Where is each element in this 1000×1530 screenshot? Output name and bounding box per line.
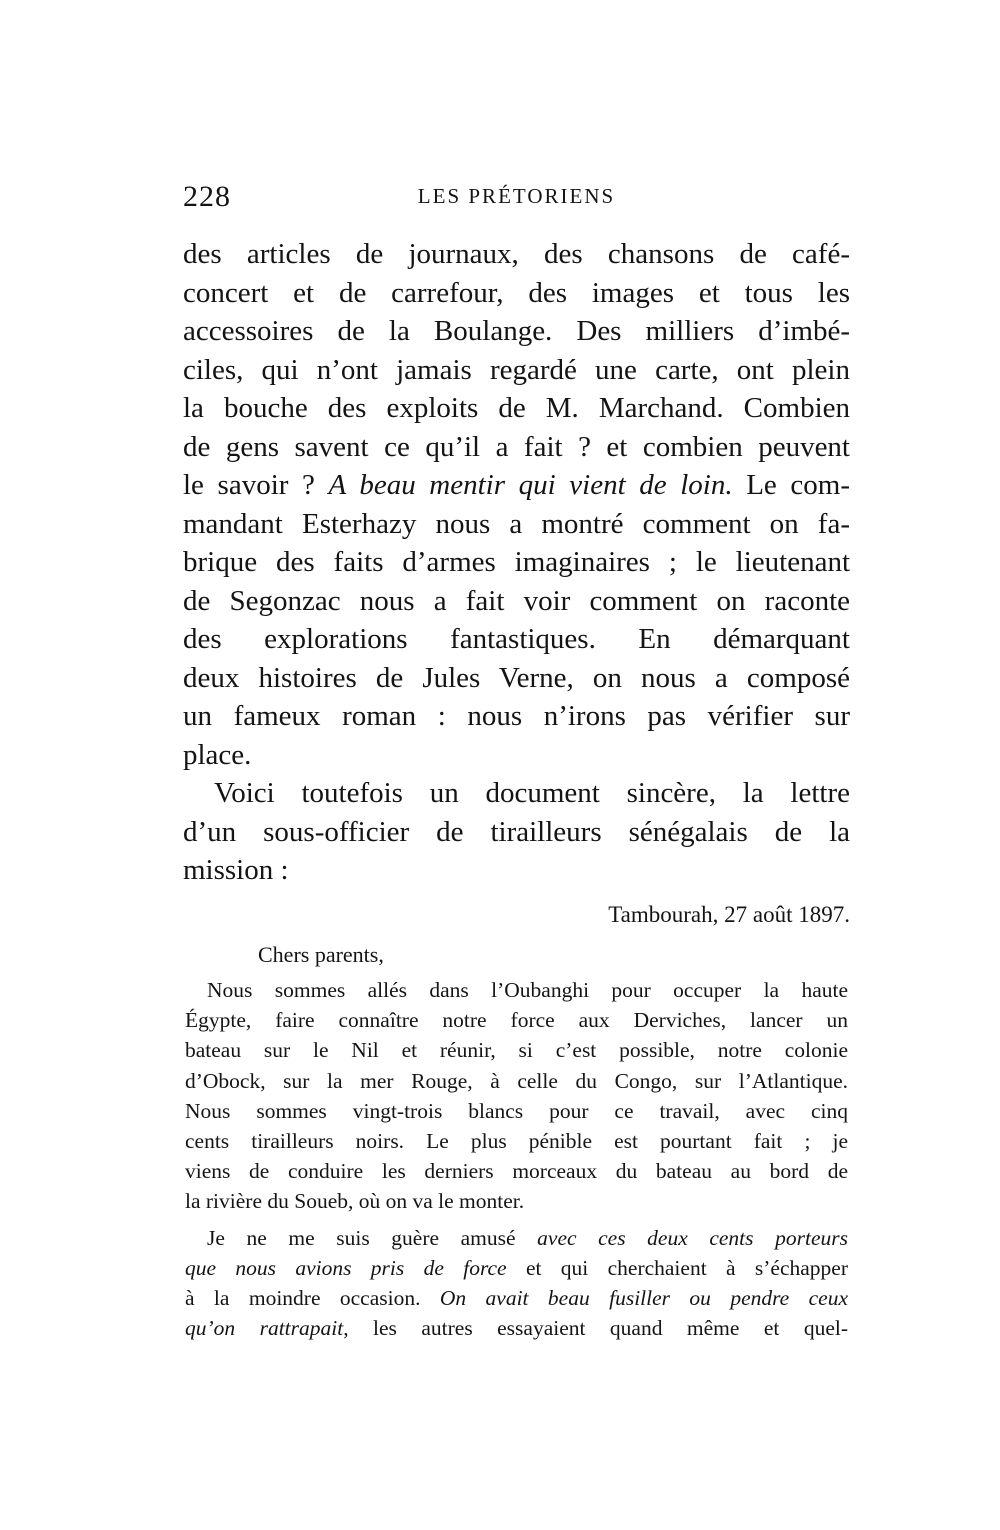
text-line: le savoir ? A beau mentir qui vient de loin. Le com- [183, 469, 851, 501]
letter-line: la rivière du Soueb, où on va le monter. [185, 1189, 525, 1214]
text-line: des articles de journaux, des chansons de café- [183, 238, 850, 270]
letter-body [185, 975, 848, 1343]
text-line: mandant Esterhazy nous a montré comment on fa- [183, 507, 850, 540]
italic-text: que nous avions pris de force [185, 1255, 507, 1280]
text-line: de Segonzac nous a fait voir comment on raconte [183, 584, 850, 617]
letter-line: à la moindre occasion. On avait beau fusiller ou pendre ceux [185, 1285, 848, 1310]
text-line: brique des faits d’armes imaginaires ; le lieutenant [183, 546, 850, 578]
text-line: deux histoires de Jules Verne, on nous a composé [183, 661, 850, 694]
letter-line: cents tirailleurs noirs. Le plus pénible est pourtant fait ; je [185, 1128, 848, 1153]
letter-line: Égypte, faire connaître notre force aux Derviches, lancer un [185, 1008, 848, 1033]
text-line: de gens savent ce qu’il a fait ? et combien peuvent [183, 430, 850, 463]
letter-line: Nous sommes vingt-trois blancs pour ce travail, avec cinq [185, 1098, 848, 1123]
text-line: la bouche des exploits de M. Marchand. Combien [183, 392, 850, 424]
letter-line: d’Obock, sur la mer Rouge, à celle du Congo, sur l’Atlantique. [185, 1068, 848, 1093]
text-line: mission : [183, 854, 289, 886]
text-line: accessoires de la Boulange. Des milliers d’imbé- [183, 315, 850, 347]
letter-line: qu’on rattrapait, les autres essayaient quand même et quel- [185, 1316, 848, 1341]
letter-dateline: Tambourah, 27 août 1897. [608, 902, 850, 927]
text-line: concert et de carrefour, des images et tous les [183, 276, 850, 309]
text-line: place. [183, 738, 252, 771]
text-line: Voici toutefois un document sincère, la lettre [214, 777, 850, 809]
italic-text: avec ces deux cents porteurs [537, 1225, 848, 1250]
italic-text: A beau mentir qui vient de loin. [328, 469, 733, 501]
italic-text: On avait beau fusiller ou pendre ceux [439, 1285, 848, 1310]
letter-salutation: Chers parents, [258, 942, 384, 967]
text-line: d’un sous-officier de tirailleurs sénégalais de la [183, 815, 850, 848]
letter-line: Je ne me suis guère amusé avec ces deux cents porteurs [207, 1225, 848, 1250]
italic-text: qu’on rattrapait [185, 1316, 344, 1341]
text-line: un fameux roman : nous n’irons pas vérifier sur [183, 700, 850, 732]
text-line: ciles, qui n’ont jamais regardé une carte, ont plein [183, 353, 850, 386]
letter-line: Nous sommes allés dans l’Oubanghi pour occuper la haute [207, 978, 848, 1002]
letter-line: bateau sur le Nil et réunir, si c’est possible, notre colonie [185, 1038, 848, 1063]
running-title: LES PRÉTORIENS [417, 184, 616, 208]
page-number: 228 [183, 180, 231, 213]
main-text [183, 235, 850, 890]
page-header [183, 178, 850, 218]
text-line: des explorations fantastiques. En démarquant [183, 623, 850, 655]
letter-line: que nous avions pris de force et qui cherchaient à s’échapper [185, 1255, 848, 1280]
letter-line: viens de conduire les derniers morceaux du bateau au bord de [185, 1159, 848, 1184]
